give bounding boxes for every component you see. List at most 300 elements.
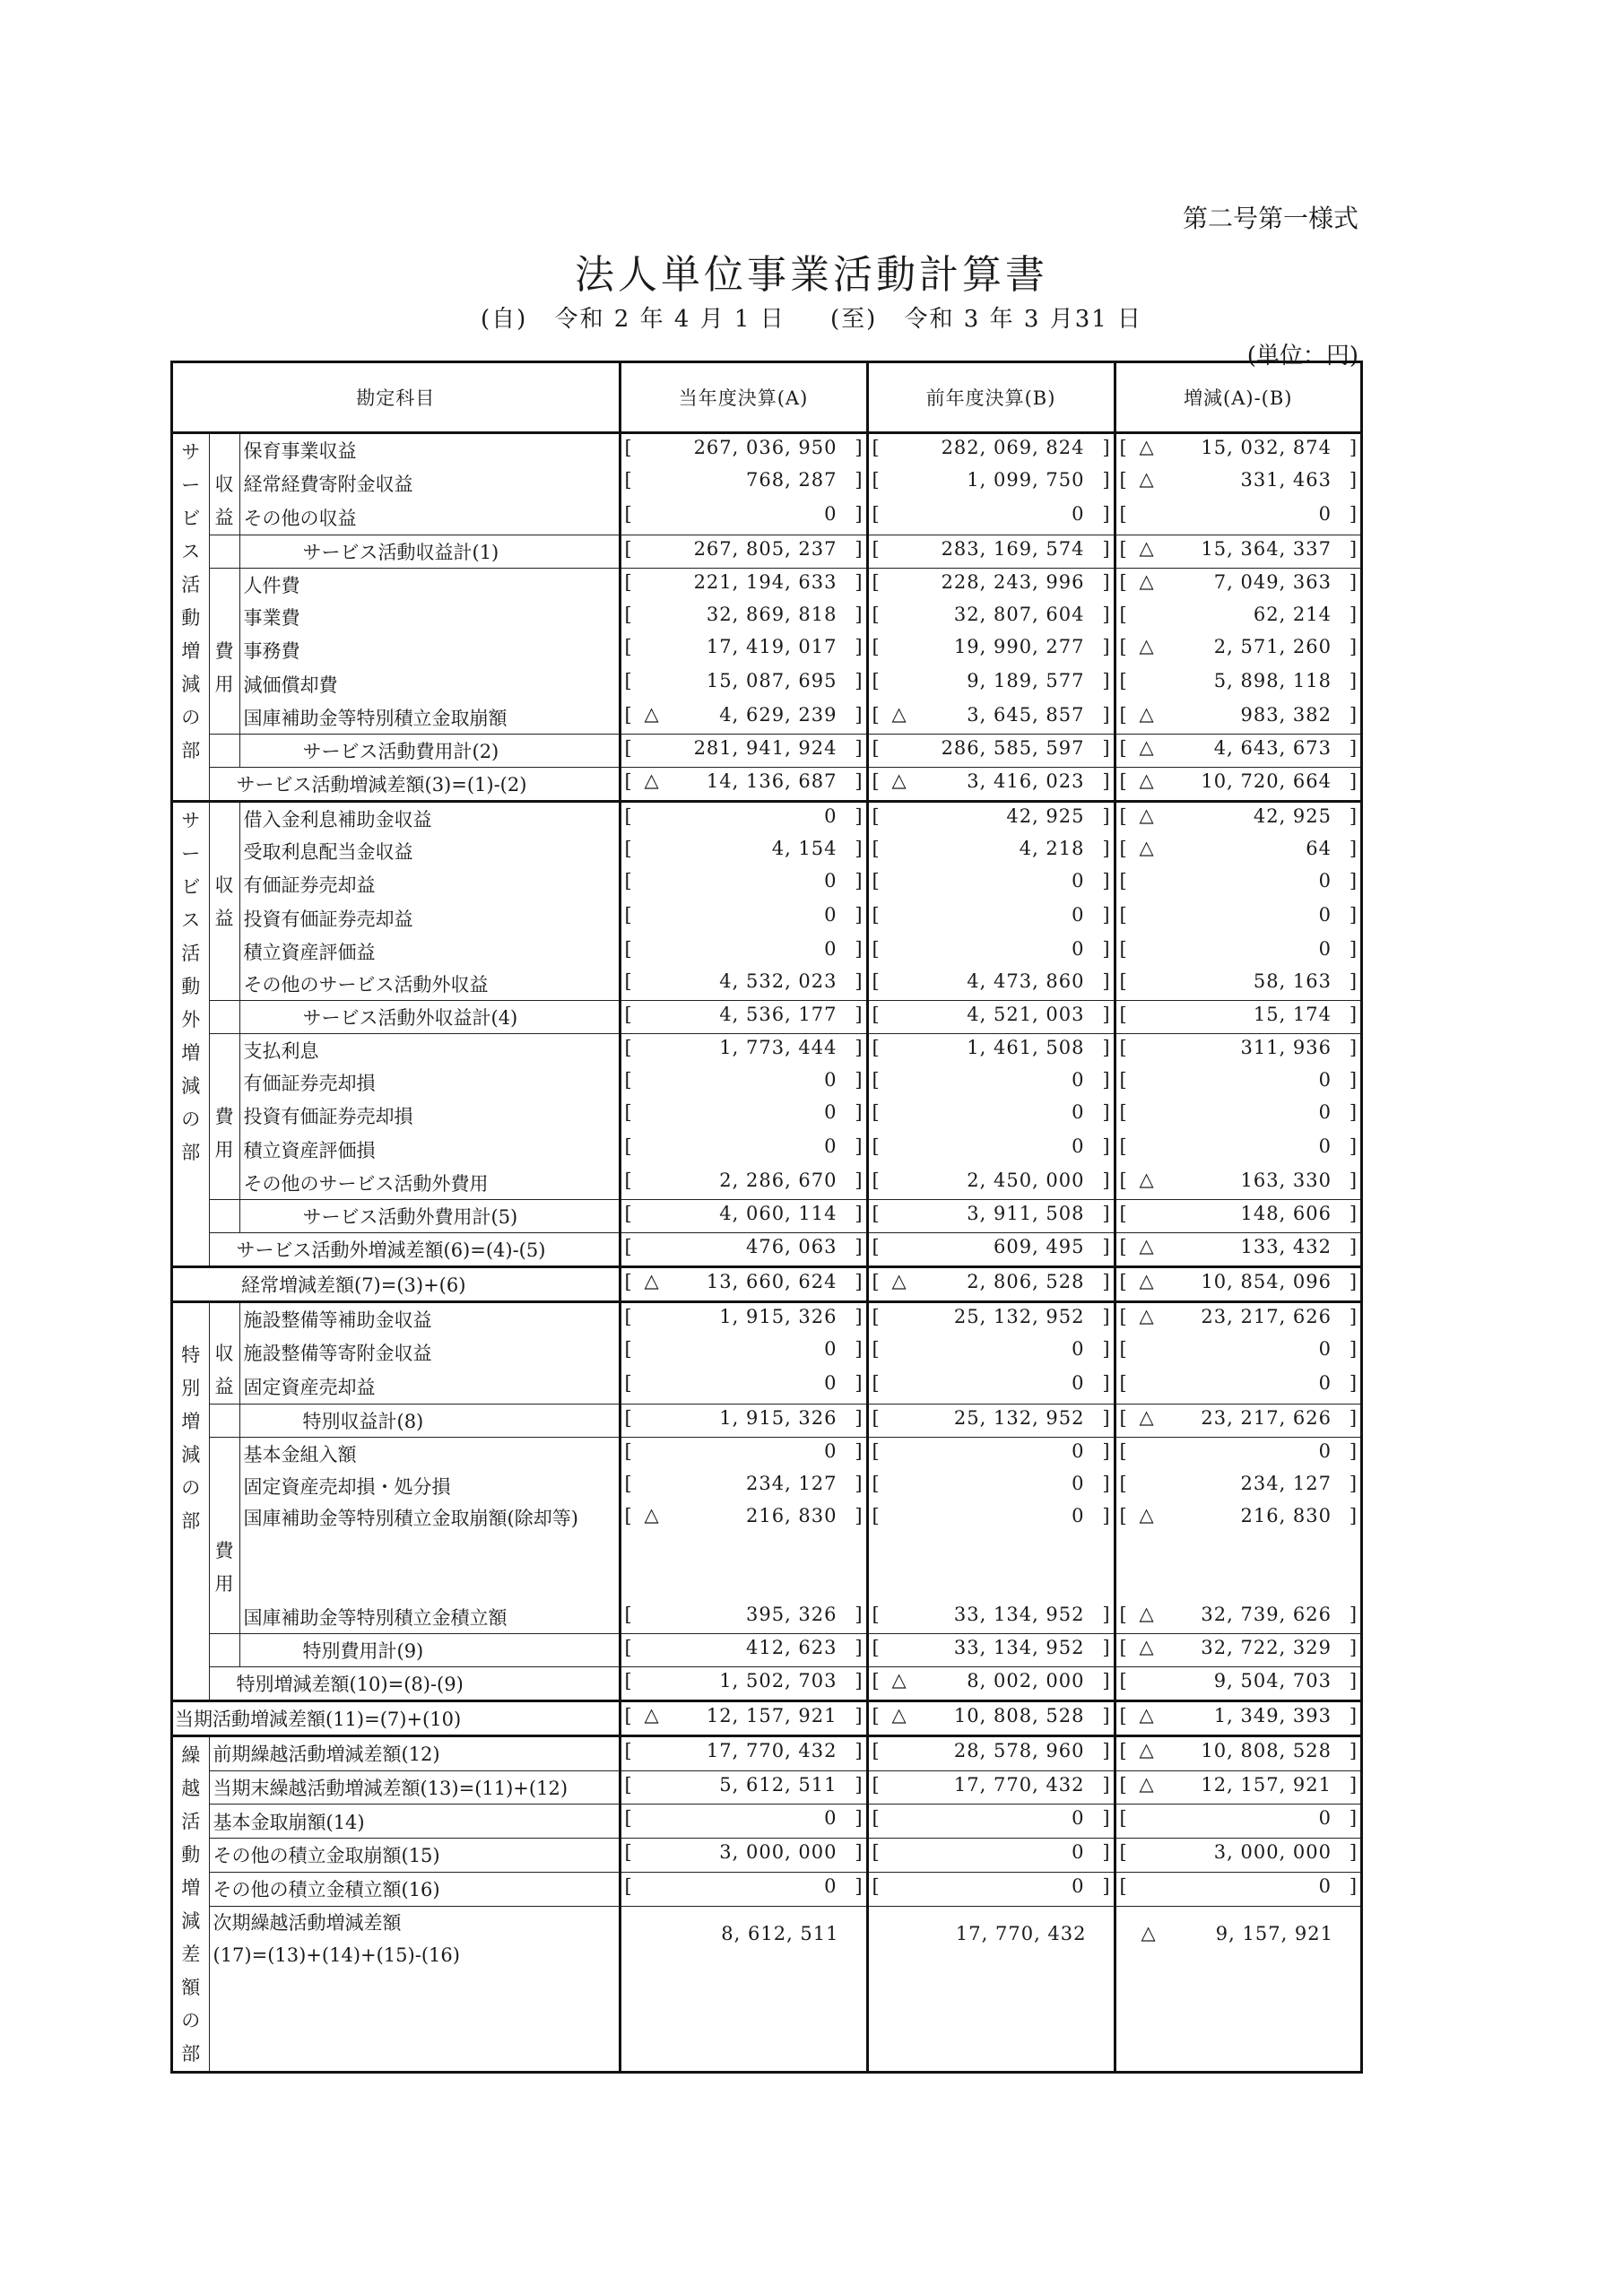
value-diff	[1115, 1805, 1360, 1839]
close-bracket: ]	[855, 1135, 863, 1157]
period-to-label: (至)	[829, 306, 878, 333]
negative-triangle-icon: △	[1139, 537, 1154, 559]
group-label-expense: 費用	[209, 633, 239, 701]
open-bracket: [	[624, 704, 632, 726]
close-bracket: ]	[1349, 938, 1358, 960]
item-name-line1: 次期繰越活動増減差額	[213, 1911, 402, 1934]
negative-triangle-icon: △	[644, 1504, 659, 1526]
close-bracket: ]	[855, 1371, 863, 1394]
close-bracket: ]	[1349, 1505, 1358, 1526]
amount: 0	[824, 904, 838, 926]
amount: 234, 127	[1240, 1473, 1332, 1494]
amount: 0	[1318, 1101, 1332, 1123]
close-bracket: ]	[1102, 1740, 1110, 1761]
open-bracket: [	[872, 704, 880, 726]
value-diff	[1115, 1405, 1360, 1438]
item-name: 当期末繰越活動増減差額(13)=(11)+(12)	[209, 1770, 620, 1805]
value-current	[620, 835, 867, 867]
open-bracket: [	[1119, 770, 1127, 792]
value-current	[620, 1470, 867, 1502]
open-bracket: [	[872, 770, 880, 792]
close-bracket: ]	[1102, 604, 1110, 625]
open-bracket: [	[624, 970, 632, 992]
value-previous	[867, 601, 1115, 633]
amount: 4, 521, 003	[967, 1004, 1085, 1025]
statement-row	[173, 802, 1360, 836]
close-bracket: ]	[1102, 1037, 1110, 1058]
open-bracket: [	[872, 1069, 880, 1091]
value-previous	[867, 1370, 1115, 1405]
statement-row	[173, 901, 1360, 935]
value-diff	[1115, 1233, 1360, 1267]
close-bracket: ]	[855, 1773, 863, 1796]
item-name: 国庫補助金等特別積立金取崩額(除却等)	[239, 1502, 620, 1601]
close-bracket: ]	[1102, 1807, 1110, 1830]
close-bracket: ]	[1349, 1101, 1358, 1123]
statement-row	[173, 601, 1360, 633]
open-bracket: [	[872, 636, 880, 657]
value-previous	[867, 1335, 1115, 1370]
close-bracket: ]	[1349, 737, 1358, 759]
amount: 15, 032, 874	[1201, 437, 1332, 458]
value-diff	[1115, 1839, 1360, 1873]
amount: 133, 432	[1240, 1236, 1332, 1257]
open-bracket: [	[1119, 1101, 1127, 1123]
negative-triangle-icon: △	[1139, 1704, 1154, 1726]
value-previous	[867, 1906, 1115, 2071]
amount: 42, 925	[1253, 805, 1332, 827]
negative-triangle-icon: △	[1139, 1270, 1154, 1292]
value-diff	[1115, 466, 1360, 500]
open-bracket: [	[624, 1069, 632, 1091]
unit-label: (単位：円)	[1246, 343, 1358, 370]
value-current	[620, 601, 867, 633]
value-current	[620, 569, 867, 602]
negative-triangle-icon: △	[1139, 770, 1154, 791]
value-previous	[867, 1438, 1115, 1471]
close-bracket: ]	[1102, 1440, 1110, 1462]
blank-cell	[209, 735, 239, 768]
close-bracket: ]	[855, 938, 863, 960]
amount: 10, 720, 664	[1201, 770, 1332, 792]
amount: 0	[1072, 1371, 1085, 1394]
close-bracket: ]	[1102, 1670, 1110, 1692]
value-current	[620, 1634, 867, 1667]
close-bracket: ]	[1102, 1306, 1110, 1327]
amount: 0	[1072, 1135, 1085, 1157]
close-bracket: ]	[1102, 1841, 1110, 1864]
amount: 64	[1306, 838, 1332, 859]
close-bracket: ]	[855, 1841, 863, 1864]
open-bracket: [	[872, 1170, 880, 1191]
difference-name: 特別増減差額(10)=(8)-(9)	[209, 1667, 620, 1701]
amount: 0	[1072, 1841, 1085, 1864]
statement-row	[173, 1839, 1360, 1873]
open-bracket: [	[872, 538, 880, 560]
negative-triangle-icon: △	[1139, 837, 1154, 858]
value-diff	[1115, 1066, 1360, 1099]
amount: 0	[1318, 1440, 1332, 1462]
close-bracket: ]	[1102, 970, 1110, 992]
amount: 311, 936	[1240, 1037, 1332, 1058]
close-bracket: ]	[1349, 1069, 1358, 1091]
close-bracket: ]	[1102, 1101, 1110, 1123]
amount: 0	[824, 1874, 838, 1897]
close-bracket: ]	[855, 737, 863, 759]
value-previous	[867, 1200, 1115, 1233]
statement-row	[173, 735, 1360, 768]
value-diff	[1115, 935, 1360, 968]
close-bracket: ]	[855, 1670, 863, 1692]
amount: 148, 606	[1240, 1203, 1332, 1224]
amount: 5, 898, 118	[1213, 670, 1332, 691]
value-current	[620, 1133, 867, 1167]
close-bracket: ]	[1349, 1773, 1358, 1796]
negative-triangle-icon: △	[644, 703, 659, 725]
open-bracket: [	[872, 1705, 880, 1726]
header-row	[173, 363, 1360, 433]
open-bracket: [	[872, 1874, 880, 1897]
amount: 62, 214	[1253, 604, 1332, 625]
amount: 281, 941, 924	[693, 737, 838, 759]
open-bracket: [	[872, 1004, 880, 1025]
close-bracket: ]	[1349, 1271, 1358, 1292]
open-bracket: [	[872, 1407, 880, 1429]
value-previous	[867, 1601, 1115, 1634]
amount: 0	[1318, 904, 1332, 926]
close-bracket: ]	[855, 604, 863, 625]
item-name: 有価証券売却益	[239, 867, 620, 901]
statement-row	[173, 667, 1360, 701]
item-name: 受取利息配当金収益	[239, 835, 620, 867]
open-bracket: [	[872, 469, 880, 491]
value-current	[620, 1370, 867, 1405]
negative-triangle-icon: △	[1139, 1603, 1154, 1624]
amount: 4, 643, 673	[1213, 737, 1332, 759]
subtotal-name: 特別費用計(9)	[239, 1634, 620, 1667]
negative-triangle-icon: △	[1141, 1921, 1156, 1944]
amount: 234, 127	[746, 1473, 838, 1494]
close-bracket: ]	[1349, 1670, 1358, 1692]
value-previous	[867, 1167, 1115, 1200]
statement-row	[173, 968, 1360, 1001]
amount: 0	[824, 1371, 838, 1394]
close-bracket: ]	[1349, 1604, 1358, 1625]
open-bracket: [	[1119, 1740, 1127, 1761]
amount: 221, 194, 633	[693, 571, 838, 593]
group-label-expense: 費用	[209, 1502, 239, 1601]
open-bracket: [	[1119, 1604, 1127, 1625]
statement-row	[173, 1302, 1360, 1336]
amount: 216, 830	[1240, 1505, 1332, 1526]
item-name: 保育事業収益	[239, 433, 620, 467]
open-bracket: [	[624, 1841, 632, 1864]
statement-row	[173, 1736, 1360, 1771]
close-bracket: ]	[1349, 1637, 1358, 1658]
amount: 0	[824, 1807, 838, 1830]
value-previous	[867, 1233, 1115, 1267]
current-difference-name: 当期活動増減差額(11)=(7)+(10)	[173, 1701, 620, 1736]
amount: 25, 132, 952	[953, 1306, 1085, 1327]
open-bracket: [	[872, 870, 880, 891]
open-bracket: [	[624, 770, 632, 792]
open-bracket: [	[624, 636, 632, 657]
amount: 0	[1072, 1473, 1085, 1494]
negative-triangle-icon: △	[1139, 1235, 1154, 1257]
close-bracket: ]	[855, 1807, 863, 1830]
close-bracket: ]	[1102, 538, 1110, 560]
value-diff	[1115, 1667, 1360, 1701]
header-previous: 前年度決算(B)	[867, 363, 1115, 433]
value-current	[620, 1167, 867, 1200]
close-bracket: ]	[1349, 1306, 1358, 1327]
open-bracket: [	[1119, 1203, 1127, 1224]
amount: 216, 830	[746, 1505, 838, 1526]
blank-cell	[209, 1066, 239, 1099]
close-bracket: ]	[1102, 1371, 1110, 1394]
amount: 23, 217, 626	[1201, 1306, 1332, 1327]
item-name: その他のサービス活動外収益	[239, 968, 620, 1001]
close-bracket: ]	[1349, 838, 1358, 859]
close-bracket: ]	[1349, 970, 1358, 992]
value-previous	[867, 1405, 1115, 1438]
statement-row	[173, 1872, 1360, 1906]
close-bracket: ]	[1349, 704, 1358, 726]
open-bracket: [	[1119, 1170, 1127, 1191]
close-bracket: ]	[855, 805, 863, 827]
amount: 32, 739, 626	[1201, 1604, 1332, 1625]
value-diff	[1115, 500, 1360, 535]
value-previous	[867, 1099, 1115, 1133]
amount: 2, 286, 670	[719, 1170, 838, 1191]
amount: 32, 869, 818	[706, 604, 838, 625]
value-diff	[1115, 1133, 1360, 1167]
open-bracket: [	[1119, 1440, 1127, 1462]
open-bracket: [	[1119, 904, 1127, 926]
open-bracket: [	[624, 1705, 632, 1726]
value-current	[620, 1736, 867, 1771]
open-bracket: [	[1119, 938, 1127, 960]
close-bracket: ]	[855, 1473, 863, 1494]
open-bracket: [	[872, 1604, 880, 1625]
value-current	[620, 867, 867, 901]
value-previous	[867, 433, 1115, 467]
open-bracket: [	[872, 1306, 880, 1327]
amount: 3, 416, 023	[967, 770, 1085, 792]
open-bracket: [	[624, 437, 632, 458]
open-bracket: [	[624, 1170, 632, 1191]
close-bracket: ]	[1349, 1705, 1358, 1726]
amount: 1, 915, 326	[719, 1407, 838, 1429]
amount: 9, 504, 703	[1213, 1670, 1332, 1692]
open-bracket: [	[624, 1473, 632, 1494]
item-name: 借入金利息補助金収益	[239, 802, 620, 836]
open-bracket: [	[872, 1271, 880, 1292]
open-bracket: [	[872, 670, 880, 691]
open-bracket: [	[1119, 970, 1127, 992]
item-name: 施設整備等寄附金収益	[239, 1335, 620, 1370]
negative-triangle-icon: △	[891, 770, 907, 791]
open-bracket: [	[872, 1773, 880, 1796]
negative-triangle-icon: △	[644, 1704, 659, 1726]
value-current	[620, 1601, 867, 1634]
amount: 0	[1318, 1371, 1332, 1394]
value-previous	[867, 500, 1115, 535]
open-bracket: [	[872, 1841, 880, 1864]
open-bracket: [	[624, 1604, 632, 1625]
value-diff	[1115, 1167, 1360, 1200]
close-bracket: ]	[1102, 770, 1110, 792]
close-bracket: ]	[855, 1170, 863, 1191]
value-current	[620, 1906, 867, 2071]
value-current	[620, 1805, 867, 1839]
open-bracket: [	[624, 1670, 632, 1692]
close-bracket: ]	[855, 1440, 863, 1462]
negative-triangle-icon: △	[1139, 1739, 1154, 1761]
amount: 15, 364, 337	[1201, 538, 1332, 560]
blank-cell	[209, 701, 239, 735]
close-bracket: ]	[855, 704, 863, 726]
open-bracket: [	[872, 1807, 880, 1830]
amount: 609, 495	[994, 1236, 1085, 1257]
open-bracket: [	[624, 1271, 632, 1292]
close-bracket: ]	[855, 1101, 863, 1123]
amount: 14, 136, 687	[706, 770, 838, 792]
blank-cell	[209, 1601, 239, 1634]
close-bracket: ]	[1349, 469, 1358, 491]
open-bracket: [	[872, 571, 880, 593]
negative-triangle-icon: △	[1139, 1636, 1154, 1657]
amount: 0	[1318, 1874, 1332, 1897]
open-bracket: [	[1119, 538, 1127, 560]
close-bracket: ]	[1349, 1807, 1358, 1830]
item-name: 固定資産売却益	[239, 1370, 620, 1405]
open-bracket: [	[1119, 704, 1127, 726]
open-bracket: [	[1119, 1773, 1127, 1796]
open-bracket: [	[624, 1037, 632, 1058]
item-name: 減価償却費	[239, 667, 620, 701]
amount: 15, 174	[1253, 1004, 1332, 1025]
amount: 163, 330	[1240, 1170, 1332, 1191]
open-bracket: [	[624, 1004, 632, 1025]
open-bracket: [	[1119, 636, 1127, 657]
open-bracket: [	[872, 1135, 880, 1157]
close-bracket: ]	[855, 502, 863, 525]
period-to-date: 令和 3 年 3 月31 日	[904, 306, 1143, 333]
amount: 282, 069, 824	[941, 437, 1085, 458]
negative-triangle-icon: △	[1139, 570, 1154, 592]
statement-row	[173, 1099, 1360, 1133]
negative-triangle-icon: △	[1139, 1305, 1154, 1326]
amount: 2, 450, 000	[967, 1170, 1085, 1191]
item-name: 投資有価証券売却益	[239, 901, 620, 935]
open-bracket: [	[624, 1807, 632, 1830]
close-bracket: ]	[855, 1338, 863, 1360]
value-previous	[867, 1502, 1115, 1601]
item-name: 支払利息	[239, 1034, 620, 1067]
open-bracket: [	[1119, 1037, 1127, 1058]
close-bracket: ]	[1349, 904, 1358, 926]
open-bracket: [	[872, 1670, 880, 1692]
value-diff	[1115, 768, 1360, 802]
statement-row	[173, 1770, 1360, 1805]
amount: 2, 571, 260	[1213, 636, 1332, 657]
open-bracket: [	[624, 502, 632, 525]
negative-triangle-icon: △	[891, 1270, 907, 1292]
difference-name: サービス活動増減差額(3)=(1)-(2)	[209, 768, 620, 802]
amount: 0	[824, 1338, 838, 1360]
amount: 0	[1072, 502, 1085, 525]
close-bracket: ]	[855, 1069, 863, 1091]
open-bracket: [	[872, 1740, 880, 1761]
value-diff	[1115, 1001, 1360, 1034]
section-label-special: 特別増減の部	[173, 1302, 209, 1701]
blank-cell	[209, 1470, 239, 1502]
amount: 4, 060, 114	[719, 1203, 838, 1224]
amount: 58, 163	[1253, 970, 1332, 992]
value-current	[620, 500, 867, 535]
close-bracket: ]	[1102, 1135, 1110, 1157]
open-bracket: [	[1119, 1371, 1127, 1394]
amount: 9, 189, 577	[967, 670, 1085, 691]
subtotal-name: サービス活動費用計(2)	[239, 735, 620, 768]
amount: 0	[1072, 1338, 1085, 1360]
close-bracket: ]	[855, 670, 863, 691]
value-previous	[867, 1839, 1115, 1873]
amount: 395, 326	[746, 1604, 838, 1625]
amount: 0	[1072, 870, 1085, 891]
value-current	[620, 1667, 867, 1701]
blank-cell	[209, 835, 239, 867]
open-bracket: [	[1119, 1705, 1127, 1726]
close-bracket: ]	[1349, 1440, 1358, 1462]
statement-row	[173, 835, 1360, 867]
close-bracket: ]	[1349, 1338, 1358, 1360]
close-bracket: ]	[1102, 502, 1110, 525]
value-current	[620, 1066, 867, 1099]
open-bracket: [	[872, 502, 880, 525]
open-bracket: [	[1119, 737, 1127, 759]
open-bracket: [	[1119, 670, 1127, 691]
value-diff	[1115, 802, 1360, 836]
negative-triangle-icon: △	[1139, 1772, 1154, 1795]
amount: 476, 063	[746, 1236, 838, 1257]
value-current	[620, 1200, 867, 1233]
value-diff	[1115, 701, 1360, 735]
open-bracket: [	[872, 1637, 880, 1658]
amount: 0	[1072, 1440, 1085, 1462]
open-bracket: [	[624, 1440, 632, 1462]
value-previous	[867, 535, 1115, 569]
value-current	[620, 466, 867, 500]
open-bracket: [	[624, 538, 632, 560]
value-previous	[867, 735, 1115, 768]
amount: 0	[1318, 1069, 1332, 1091]
open-bracket: [	[1119, 1505, 1127, 1526]
open-bracket: [	[1119, 1306, 1127, 1327]
close-bracket: ]	[855, 1271, 863, 1292]
period-from-date: 令和 2 年 4 月 1 日	[554, 306, 785, 333]
open-bracket: [	[1119, 1338, 1127, 1360]
value-current	[620, 667, 867, 701]
statement-row	[173, 867, 1360, 901]
value-previous	[867, 1701, 1115, 1736]
open-bracket: [	[1119, 1135, 1127, 1157]
close-bracket: ]	[1102, 1773, 1110, 1796]
value-diff	[1115, 1267, 1360, 1302]
close-bracket: ]	[1102, 737, 1110, 759]
item-name: 国庫補助金等特別積立金取崩額	[239, 701, 620, 735]
